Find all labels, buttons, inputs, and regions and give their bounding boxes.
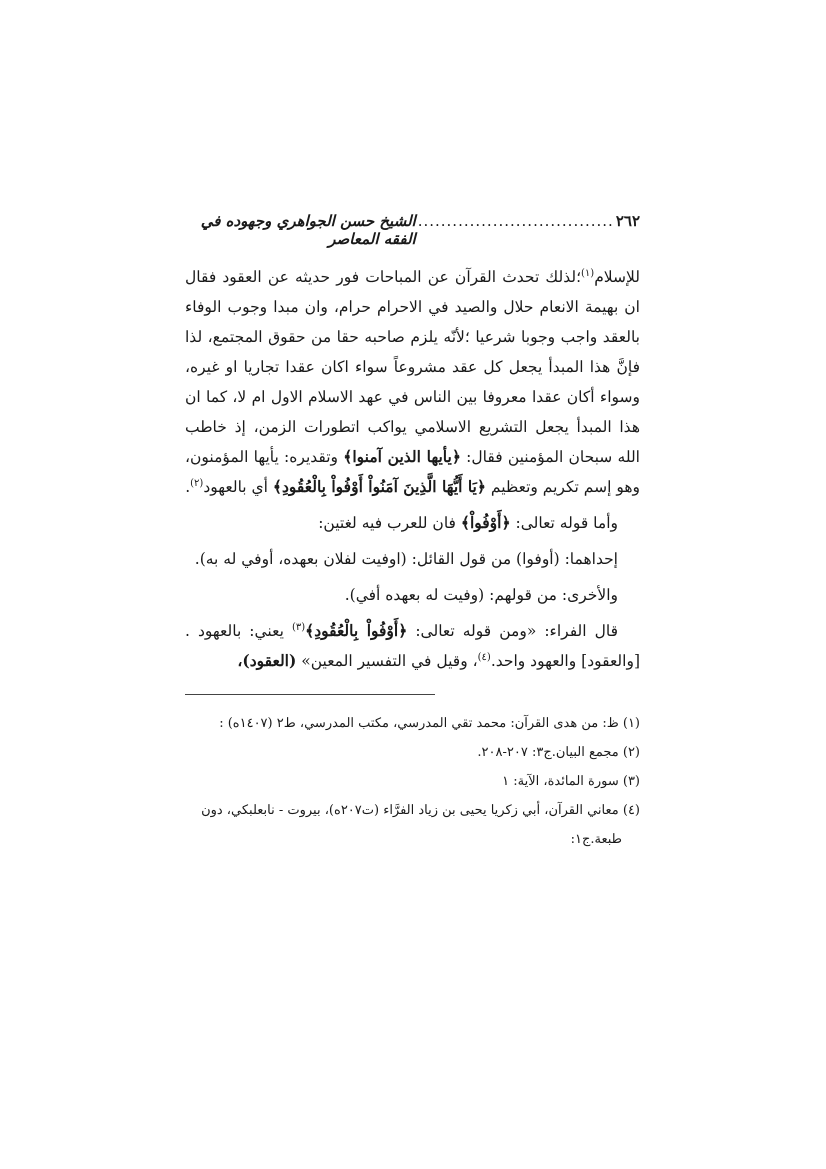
leader-dots: .................................. (417, 212, 614, 230)
paragraph-1 (185, 262, 640, 502)
quran-quote: ﴿يَا أَيُّهَا الَّذِينَ آمَنُواْ أَوْفُواْ بِالْعُقُودِ﴾ (272, 477, 486, 496)
quran-quote: ﴿يأيها الذين آمنوا﴾ (343, 447, 461, 466)
footnote-2: (٢) مجمع البيان.ج٣: ٢٠٧-٢٠٨. (477, 745, 640, 760)
footnote-3: (٣) سورة المائدة، الآية: ١ (502, 774, 640, 789)
footnotes (185, 709, 640, 854)
text-span: للإسلام (594, 268, 640, 286)
footnote-ref-1: (١) (581, 267, 595, 279)
main-text (185, 262, 640, 676)
footnote-ref-4: (٤) (477, 651, 491, 663)
text-span: يعني: بالعهود . [والعقود] والعهود واحد. (185, 622, 640, 670)
text-span: ؛لذلك تحدث القرآن عن المباحات فور حديثه عن العقود فقال ان بهيمة الانعام حلال والصيد في الاحرام حرام، وان مبدا وجوب الوفاء بالعقد واجب وجوبا شرعيا ؛لأنّه يلزم صاحبه حقا من حقوق المجتمع، لذا فإنَّ هذا المبدأ يجعل كل عقد مشروعاً سواء اكان عقدا تجاريا او غيره، وسواء أكان عقدا معروفا بين الناس في عهد الاسلام الاول ام لا، كما ان هذا المبدأ يجعل التشريع الاسلامي يواكب اتطورات الزمن، إذ خاطب الله سبحان المؤمنين فقال: (185, 268, 640, 466)
bold-term: (العقود)، (237, 651, 297, 670)
text-span: أي بالعهود (203, 478, 273, 496)
footnote-4-continued: طبعة.ج١: (570, 832, 622, 847)
paragraph-2 (185, 508, 640, 538)
footnote-divider (185, 694, 435, 695)
text-span: . (185, 478, 191, 496)
page (185, 212, 640, 854)
text-span: وأما قوله تعالى: (510, 514, 618, 532)
book-title: الشيخ حسن الجواهري وجهوده في الفقه المعاصر (200, 212, 416, 248)
paragraph-3: إحداهما: (أوفوا) من قول القائل: (اوفيت لفلان بعهده، أوفي له به). (194, 550, 618, 568)
footnote-ref-2: (٢) (190, 477, 204, 489)
text-span: فان للعرب فيه لغتين: (318, 514, 461, 532)
text-span: ، وقيل في التفسير المعين» (296, 652, 478, 670)
text-span: وتقديره: يأيها المؤمنون، وهو إسم تكريم وتعظيم (185, 448, 640, 496)
running-head (185, 212, 640, 262)
footnote-4: (٤) معاني القرآن، أبي زكريا يحيى بن زياد الفرَّاء (ت٢٠٧ه)، بيروت - نابعلبكي، دون (201, 803, 640, 818)
paragraph-5 (185, 616, 640, 676)
footnote-1: (١) ظ: من هدى القرآن: محمد تقي المدرسي، مكتب المدرسي، ط٢ (١٤٠٧ه) : (219, 716, 640, 731)
text-span: قال الفراء: «ومن قوله تعالى: (407, 622, 619, 640)
quran-quote: ﴿أَوْفُواْ بِالْعُقُودِ﴾ (305, 621, 408, 640)
page-number: ٢٦٢ (615, 212, 640, 230)
quran-quote: ﴿أَوْفُواْ﴾ (460, 513, 511, 532)
footnote-ref-3: (٣) (291, 621, 306, 633)
paragraph-4: والأخرى: من قولهم: (وفيت له بعهده أفي). (344, 586, 618, 604)
